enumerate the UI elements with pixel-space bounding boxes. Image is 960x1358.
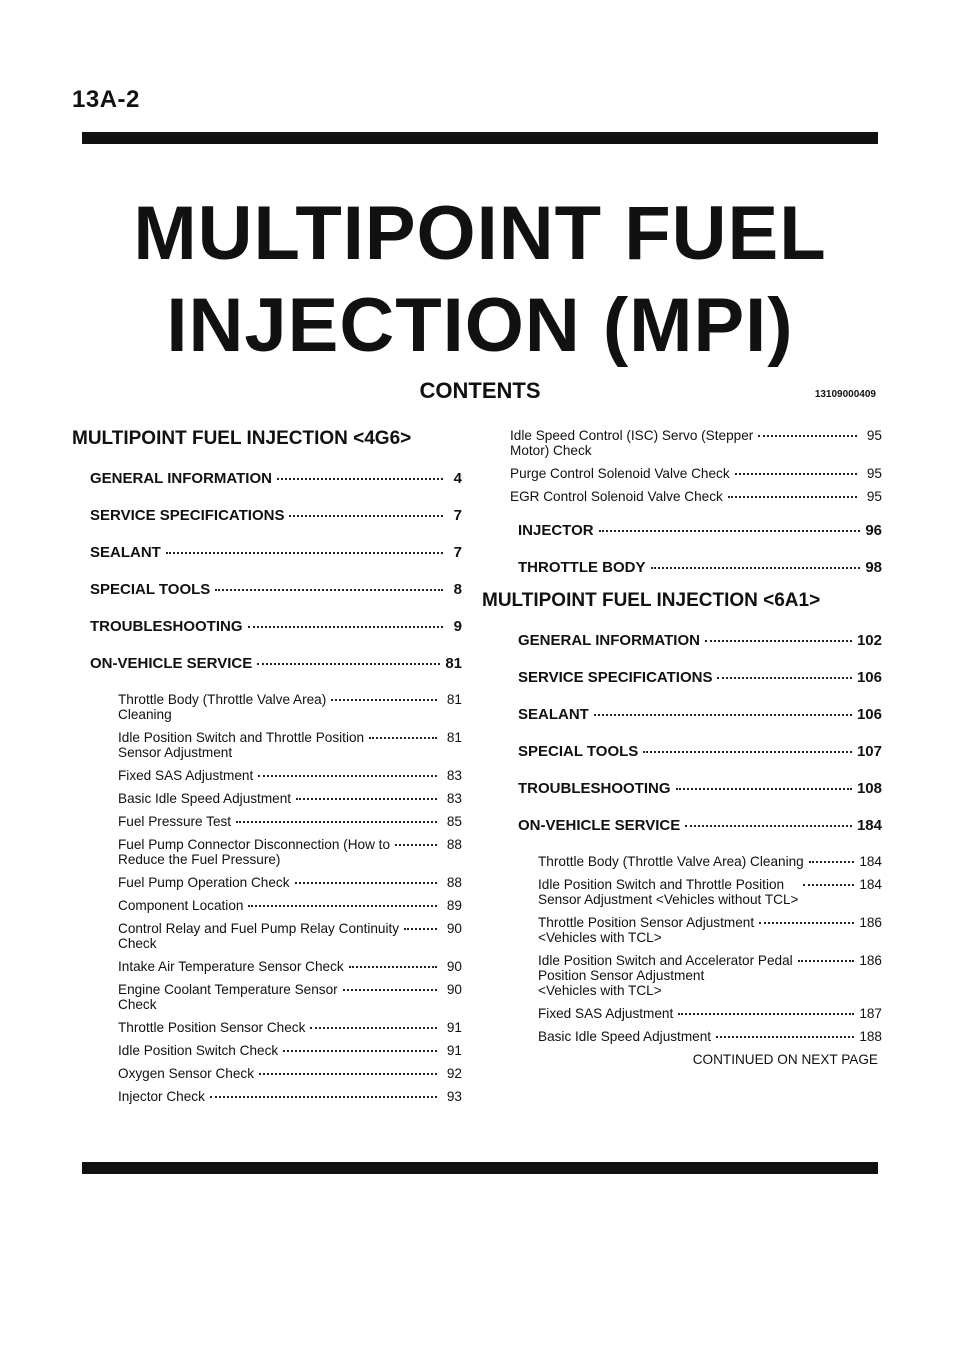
toc-subentry[interactable] [510,489,882,504]
page-title-line-1: MULTIPOINT FUEL [133,191,827,276]
toc-subentry-label: Idle Position Switch Check [118,1043,279,1058]
toc-subentry-page: 95 [866,489,882,504]
toc-entry-on-vehicle-service[interactable] [518,817,882,834]
toc-subentry-label: Throttle Body (Throttle Valve Area) Cleaning [538,854,804,869]
toc-subentry-page: 187 [859,1006,882,1021]
toc-subentry[interactable] [118,959,462,974]
toc-entry-label: SPECIAL TOOLS [90,581,211,598]
toc-entry-label: TROUBLESHOOTING [518,780,671,797]
toc-subentry-page: 186 [859,915,882,930]
toc-subentry-label: Component Location [118,898,244,913]
toc-entry-label: TROUBLESHOOTING [90,618,243,635]
toc-subentry[interactable] [538,915,882,945]
toc-subentry[interactable] [538,1006,882,1021]
toc-entry-sealant[interactable] [518,706,882,723]
toc-subentry[interactable] [538,953,882,998]
leader-dots [759,922,854,924]
toc-subentry[interactable] [118,791,462,806]
toc-subentry-page: 89 [446,898,462,913]
leader-dots [369,737,437,739]
toc-subentry[interactable] [118,837,462,867]
toc-entry-injector[interactable] [518,522,882,539]
leader-dots [236,821,437,823]
toc-subentry-label: Throttle Position Sensor Adjustment <Vehicles with TCL> [538,915,755,945]
section-heading-4g6: MULTIPOINT FUEL INJECTION <4G6> [72,428,412,449]
toc-subentry[interactable] [118,768,462,783]
leader-dots [166,552,443,554]
toc-subentry-page: 81 [446,692,462,707]
leader-dots [599,530,861,532]
leader-dots [257,663,440,665]
leader-dots [289,515,443,517]
toc-subentry-page: 95 [866,466,882,481]
leader-dots [258,775,437,777]
toc-subentry-page: 184 [859,877,882,892]
leader-dots [210,1096,437,1098]
toc-subentry-label: Injector Check [118,1089,205,1104]
toc-subentry-page: 186 [859,953,882,968]
toc-subentry-page: 83 [446,768,462,783]
toc-subentry[interactable] [538,1029,882,1044]
toc-entry-troubleshooting[interactable] [90,618,462,635]
bottom-rule [82,1162,878,1174]
leader-dots [310,1027,437,1029]
toc-entry-special-tools[interactable] [518,743,882,760]
toc-entry-label: ON-VEHICLE SERVICE [518,817,681,834]
leader-dots [259,1073,437,1075]
toc-entry-general-information[interactable] [518,632,882,649]
leader-dots [728,496,857,498]
leader-dots [296,798,437,800]
toc-subentry[interactable] [118,692,462,722]
leader-dots [803,884,854,886]
toc-entry-label: SEALANT [90,544,161,561]
toc-entry-page: 102 [856,632,882,649]
toc-subentry-label: Engine Coolant Temperature Sensor Check [118,982,338,1012]
leader-dots [343,989,437,991]
toc-subentry-label: Idle Position Switch and Throttle Position Sensor Adjustment [118,730,365,760]
leader-dots [705,640,852,642]
toc-entry-general-information[interactable] [90,470,462,487]
leader-dots [395,844,437,846]
toc-subentry-page: 91 [446,1020,462,1035]
toc-subentry-label: Fuel Pump Connector Disconnection (How to Reduce the Fuel Pressure) [118,837,391,867]
page-number: 13A-2 [72,86,140,113]
toc-entry-service-specifications[interactable] [90,507,462,524]
toc-entry-page: 106 [856,706,882,723]
toc-subentry-label: Idle Position Switch and Accelerator Pedal Position Sensor Adjustment <Vehicles with TCL> [538,953,793,998]
leader-dots [643,751,852,753]
toc-subentry-label: Intake Air Temperature Sensor Check [118,959,344,974]
toc-left-column [72,428,462,1112]
leader-dots [248,626,444,628]
toc-subentry[interactable] [510,466,882,481]
leader-dots [809,861,855,863]
toc-subentry-page: 88 [446,875,462,890]
toc-subentry-label: Fuel Pump Operation Check [118,875,290,890]
top-rule [82,132,878,144]
toc-entry-page: 4 [453,470,462,487]
toc-subentry-page: 93 [446,1089,462,1104]
toc-subentry-label: Fixed SAS Adjustment [538,1006,674,1021]
page-title-line-2: INJECTION (MPI) [166,283,794,368]
toc-subentry[interactable] [118,1020,462,1035]
toc-entry-label: THROTTLE BODY [518,559,646,576]
toc-subentry-label: Throttle Body (Throttle Valve Area) Cleaning [118,692,327,722]
toc-entry-label: SERVICE SPECIFICATIONS [518,669,713,686]
toc-subentry[interactable] [118,1066,462,1081]
toc-subentry-page: 91 [446,1043,462,1058]
toc-entry-label: GENERAL INFORMATION [90,470,272,487]
continued-note: CONTINUED ON NEXT PAGE [692,1052,878,1067]
toc-subentry-page: 90 [446,982,462,997]
leader-dots [758,435,857,437]
toc-subentry[interactable] [538,854,882,869]
leader-dots [717,677,851,679]
leader-dots [295,882,437,884]
toc-subentry-label: Purge Control Solenoid Valve Check [510,466,730,481]
toc-entry-sealant[interactable] [90,544,462,561]
toc-subentry[interactable] [538,877,882,907]
toc-entry-page: 96 [865,522,882,539]
toc-entry-label: INJECTOR [518,522,594,539]
toc-subentry-label: Fuel Pressure Test [118,814,232,829]
toc-entry-page: 7 [453,507,462,524]
toc-entry-page: 108 [856,780,882,797]
toc-subentry-page: 188 [859,1029,882,1044]
leader-dots [716,1036,854,1038]
toc-subentry-label: Idle Position Switch and Throttle Position Sensor Adjustment <Vehicles without TCL> [538,877,799,907]
leader-dots [283,1050,437,1052]
toc-entry-throttle-body[interactable] [518,559,882,576]
toc-subentry[interactable] [118,730,462,760]
toc-entry-label: ON-VEHICLE SERVICE [90,655,253,672]
toc-entry-page: 9 [453,618,462,635]
toc-subentry-label: Control Relay and Fuel Pump Relay Continuity Check [118,921,400,951]
toc-entry-page: 8 [453,581,462,598]
leader-dots [594,714,852,716]
section-heading-6a1: MULTIPOINT FUEL INJECTION <6A1> [482,590,821,611]
toc-subentry-label: Oxygen Sensor Check [118,1066,255,1081]
leader-dots [404,928,437,930]
toc-subentry-label: EGR Control Solenoid Valve Check [510,489,723,504]
toc-subentry-page: 90 [446,921,462,936]
toc-subentry[interactable] [118,921,462,951]
toc-subentry-page: 85 [446,814,462,829]
toc-entry-page: 184 [856,817,882,834]
toc-subentry[interactable] [118,1089,462,1104]
toc-entry-label: SPECIAL TOOLS [518,743,639,760]
toc-subentry-page: 81 [446,730,462,745]
toc-subentry-page: 184 [859,854,882,869]
toc-subentry-page: 88 [446,837,462,852]
toc-entry-page: 81 [445,655,462,672]
toc-subentry-page: 95 [866,428,882,443]
leader-dots [685,825,852,827]
toc-subentry-page: 90 [446,959,462,974]
toc-subentry[interactable] [118,814,462,829]
toc-subentry-label: Basic Idle Speed Adjustment [538,1029,712,1044]
toc-subentry-page: 83 [446,791,462,806]
toc-entry-page: 7 [453,544,462,561]
toc-subentry[interactable] [118,1043,462,1058]
leader-dots [651,567,861,569]
toc-entry-page: 98 [865,559,882,576]
leader-dots [277,478,443,480]
leader-dots [735,473,857,475]
document-code: 13109000409 [814,389,876,400]
leader-dots [248,905,437,907]
toc-entry-troubleshooting[interactable] [518,780,882,797]
contents-heading: CONTENTS [419,378,541,403]
leader-dots [676,788,852,790]
toc-entry-page: 106 [856,669,882,686]
toc-subentry[interactable] [118,875,462,890]
toc-entry-label: GENERAL INFORMATION [518,632,700,649]
leader-dots [678,1013,854,1015]
toc-entry-on-vehicle-service[interactable] [90,655,462,672]
leader-dots [349,966,437,968]
toc-entry-special-tools[interactable] [90,581,462,598]
toc-subentry-label: Basic Idle Speed Adjustment [118,791,292,806]
leader-dots [215,589,443,591]
leader-dots [331,699,437,701]
toc-entry-label: SERVICE SPECIFICATIONS [90,507,285,524]
toc-subentry-label: Idle Speed Control (ISC) Servo (Stepper Motor) Check [510,428,754,458]
toc-subentry-page: 92 [446,1066,462,1081]
leader-dots [798,960,855,962]
toc-subentry-label: Throttle Position Sensor Check [118,1020,306,1035]
toc-subentry[interactable] [118,898,462,913]
toc-subentry-label: Fixed SAS Adjustment [118,768,254,783]
toc-entry-page: 107 [856,743,882,760]
toc-entry-service-specifications[interactable] [518,669,882,686]
toc-right-column [482,428,882,1067]
toc-entry-label: SEALANT [518,706,589,723]
toc-subentry[interactable] [118,982,462,1012]
toc-subentry[interactable] [510,428,882,458]
